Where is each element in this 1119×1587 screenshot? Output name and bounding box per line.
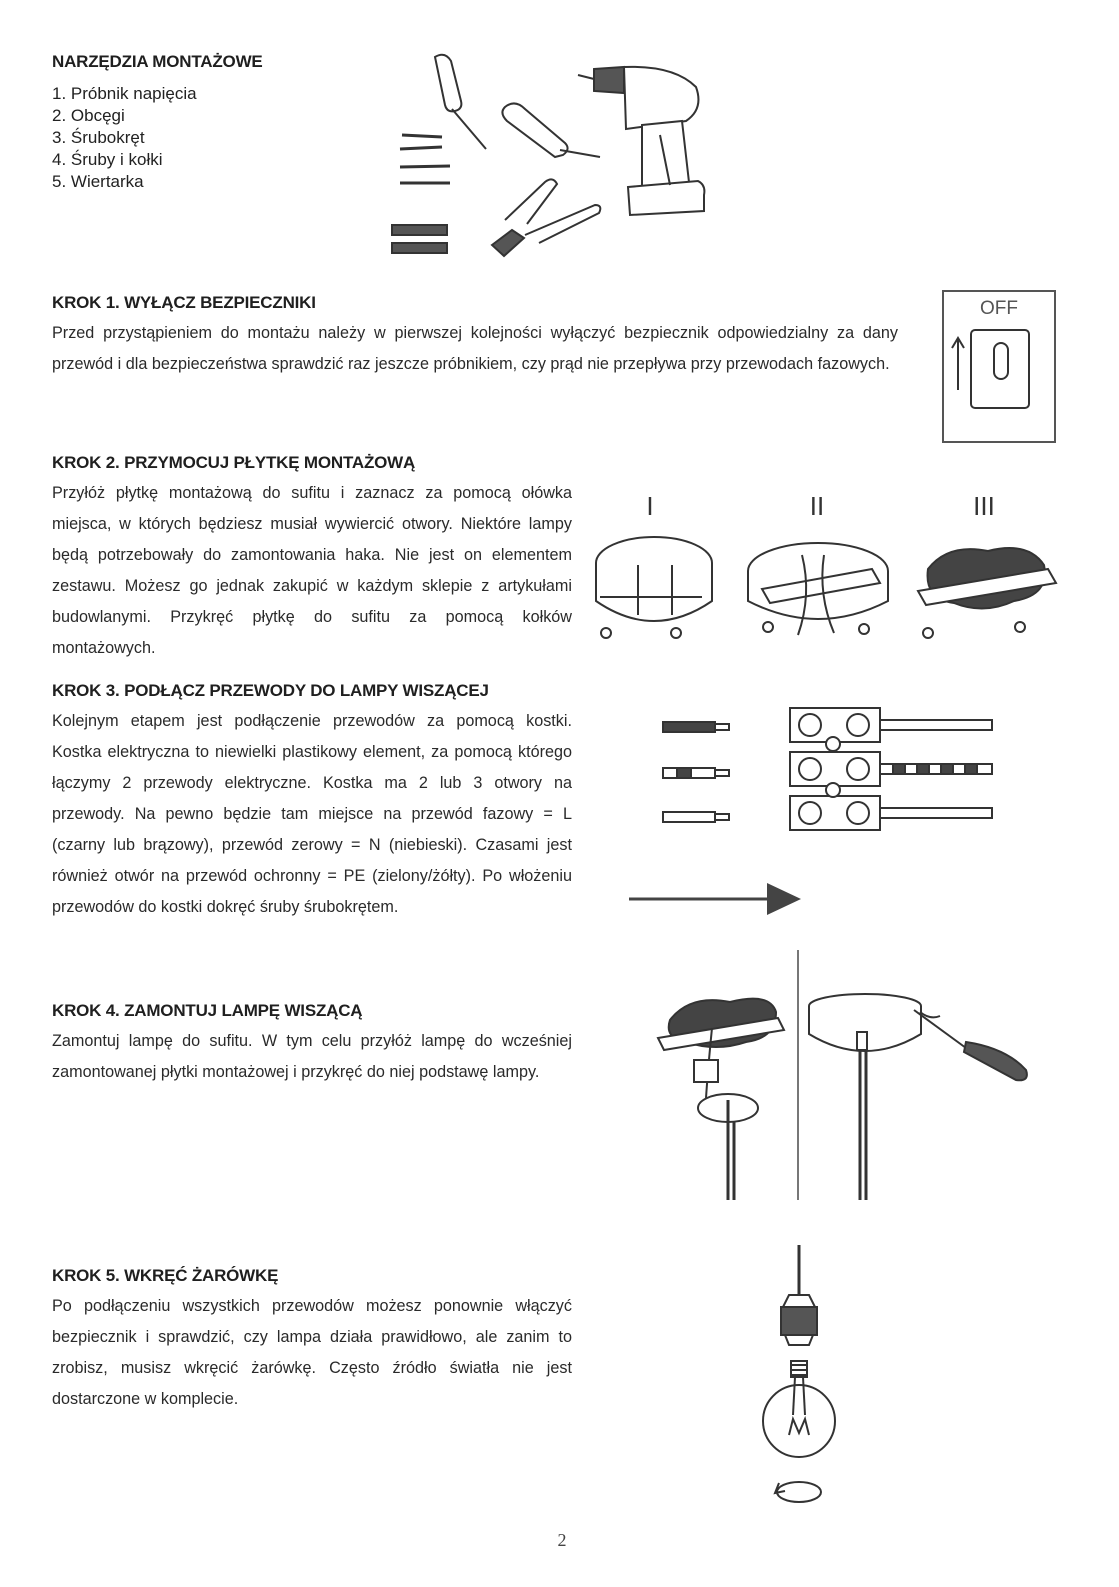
breaker-switch-illustration (942, 290, 1058, 444)
step3-heading: KROK 3. PODŁĄCZ PRZEWODY DO LAMPY WISZĄCEJ (52, 681, 489, 700)
step5-text: Po podłączeniu wszystkich przewodów możesz ponownie włączyć bezpiecznik i sprawdzić, czy lampa działa prawidłowo, ale zanim to zrobisz, musisz wkręcić żarówkę. Często źródło światła nie jest dostarczone w komplecie. (52, 1297, 572, 1408)
list-item: 1. Próbnik napięcia (52, 84, 197, 103)
step5-heading: KROK 5. WKRĘĆ ŻARÓWKĘ (52, 1266, 279, 1285)
rotate-arrow-icon (775, 1482, 821, 1502)
list-item: 2. Obcęgi (52, 106, 125, 125)
step4-heading: KROK 4. ZAMONTUJ LAMPĘ WISZĄCĄ (52, 1001, 363, 1020)
screws-icon (400, 135, 450, 183)
lamp-canopy-icon (809, 994, 921, 1200)
step3-text: Kolejnym etapem jest podłączenie przewodów za pomocą kostki. Kostka elektryczna to niewielki plastikowy element, za pomocą którego łączymy 2 przewody elektryczne. Kostka ma 2 lub 3 otwory na przewody. Na pewno będzie tam miejsce na przewód fazowy = L (czarny lub brązowy), przewód zerowy = N (niebieski). Czasami jest również otwór na przewód ochronny = PE (zielony/żółty). Po włożeniu przewodów do kostki dokręć śruby śrubokrętem. (52, 712, 572, 916)
step2-text: Przyłóż płytkę montażową do sufitu i zaznacz za pomocą ołówka miejsca, w których będziesz musiał wywiercić otwory. Niektóre lampy będą potrzebowały do zamontowania haka. Nie jest on elementem zestawu. Możesz go jednak zakupić w każdym sklepie z artykułami budowlanymi. Przykręć płytkę do sufitu za pomocą kołków montażowych. (52, 484, 572, 657)
tools-list (52, 83, 197, 193)
wire-black (663, 722, 715, 732)
list-item: 3. Śrubokręt (52, 128, 145, 147)
lamp-socket-icon (781, 1295, 817, 1345)
tools-illustration (380, 45, 720, 265)
arrow-right-icon (629, 883, 801, 915)
ceiling-plate-icon (918, 548, 1056, 638)
terminal-block-illustration (625, 700, 1000, 920)
mounting-plate-illustration (592, 485, 1072, 655)
tools-heading: NARZĘDZIA MONTAŻOWE (52, 52, 263, 71)
step2-heading: KROK 2. PRZYMOCUJ PŁYTKĘ MONTAŻOWĄ (52, 453, 416, 472)
step1-text: Przed przystąpieniem do montażu należy w pierwszej kolejności wyłączyć bezpiecznik odpowiedzialny za dany przewód i dla bezpieczeństwa sprawdzić raz jeszcze próbnikiem, czy prąd nie przepływa przy przewodach fazowych. (52, 324, 898, 373)
page-number: 2 (557, 1530, 567, 1550)
ceiling-plate-icon (658, 999, 784, 1200)
bulb-illustration (755, 1245, 845, 1515)
screwdriver-icon (435, 55, 486, 149)
wire-plain (663, 812, 715, 822)
label-ii: II (809, 491, 825, 521)
label-iii: III (973, 491, 995, 521)
screwdriver-icon (914, 1010, 1027, 1080)
ceiling-plate-icon (748, 543, 888, 635)
ceiling-plate-icon (596, 537, 712, 638)
hanging-lamp-illustration (650, 950, 1040, 1202)
light-bulb-icon (763, 1361, 835, 1457)
voltage-tester-icon (502, 103, 600, 157)
dowels-icon (392, 225, 447, 253)
list-item: 5. Wiertarka (52, 172, 144, 191)
step1-heading: KROK 1. WYŁĄCZ BEZPIECZNIKI (52, 293, 316, 312)
pliers-icon (492, 179, 600, 256)
step4-text: Zamontuj lampę do sufitu. W tym celu przyłóż lampę do wcześniej zamontowanej płytki montażowej i przykręć do niej podstawę lampy. (52, 1032, 572, 1081)
label-i: I (646, 491, 654, 521)
list-item: 4. Śruby i kołki (52, 150, 163, 169)
drill-icon (578, 67, 704, 215)
terminal-block-icon (790, 708, 992, 830)
switch-label: OFF (980, 298, 1018, 319)
